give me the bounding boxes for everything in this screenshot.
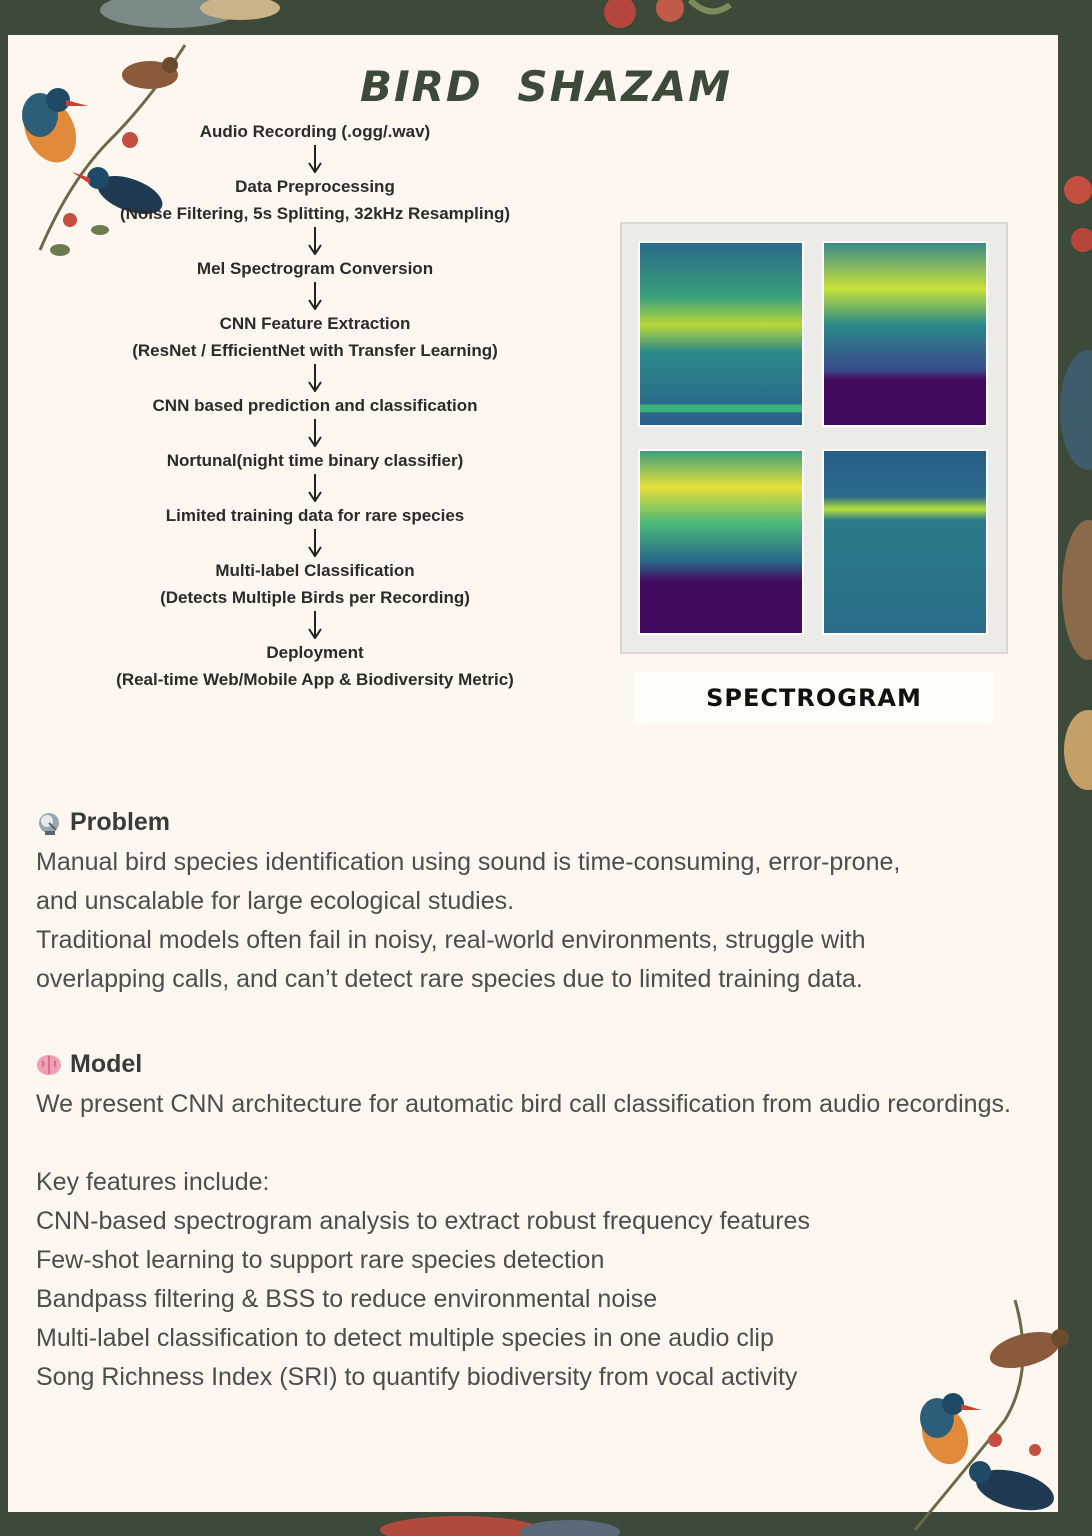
section-heading	[36, 1050, 1028, 1079]
model-section	[36, 1050, 1028, 1397]
bird-illustration-bottom	[370, 1510, 630, 1536]
flow-step-title: Audio Recording (.ogg/.wav)	[199, 122, 431, 141]
feature-item: CNN-based spectrogram analysis to extract robust frequency features	[36, 1207, 810, 1235]
problem-line-4: overlapping calls, and can’t detect rare species due to limited training data.	[36, 965, 863, 993]
satellite-dish-icon	[36, 810, 62, 836]
flow-step-detail: (Real-time Web/Mobile App & Biodiversity Metric)	[116, 670, 514, 689]
model-intro: We present CNN architecture for automatic bird call classification from audio recordings.	[36, 1090, 1011, 1118]
flow-step-title: Multi-label Classification	[215, 561, 415, 580]
flow-step-5	[80, 392, 550, 419]
feature-item: Bandpass filtering & BSS to reduce environmental noise	[36, 1285, 658, 1313]
down-arrow-icon	[80, 529, 550, 557]
down-arrow-icon	[80, 419, 550, 447]
flow-step-9	[80, 639, 550, 693]
spectrogram-image-grid	[620, 222, 1008, 654]
flow-step-2	[80, 173, 550, 227]
problem-line-1: Manual bird species identification using sound is time-consuming, error-prone,	[36, 848, 901, 876]
flow-step-title: Deployment	[266, 643, 364, 662]
features-label: Key features include:	[36, 1168, 270, 1196]
spectrogram-image	[822, 449, 988, 635]
bird-illustration-right	[1058, 330, 1092, 790]
down-arrow-icon	[80, 611, 550, 639]
model-heading: Model	[70, 1050, 143, 1078]
flow-step-6	[80, 447, 550, 474]
down-arrow-icon	[80, 145, 550, 173]
problem-heading: Problem	[70, 808, 171, 836]
spectrogram-image	[638, 449, 804, 635]
flow-step-1	[80, 118, 550, 145]
feature-item: Song Richness Index (SRI) to quantify biodiversity from vocal activity	[36, 1363, 798, 1391]
flow-step-title: CNN Feature Extraction	[219, 314, 411, 333]
flow-step-title: CNN based prediction and classification	[152, 396, 478, 415]
down-arrow-icon	[80, 474, 550, 502]
feature-item: Few-shot learning to support rare species detection	[36, 1246, 605, 1274]
flower-illustration-top	[580, 0, 740, 40]
flow-step-title: Mel Spectrogram Conversion	[196, 259, 434, 278]
flow-step-4	[80, 310, 550, 364]
spacer	[36, 1124, 1028, 1163]
flow-step-3	[80, 255, 550, 282]
flow-step-title: Limited training data for rare species	[165, 506, 465, 525]
down-arrow-icon	[80, 364, 550, 392]
flow-step-title: Data Preprocessing	[235, 177, 395, 196]
feature-item: Multi-label classification to detect multiple species in one audio clip	[36, 1324, 774, 1352]
flow-step-detail: (Noise Filtering, 5s Splitting, 32kHz Resampling)	[119, 204, 511, 223]
problem-line-2: and unscalable for large ecological studies.	[36, 887, 515, 915]
brain-icon	[36, 1052, 62, 1078]
flow-step-8	[80, 557, 550, 611]
flow-step-detail: (ResNet / EfficientNet with Transfer Learning)	[132, 341, 498, 360]
down-arrow-icon	[80, 227, 550, 255]
down-arrow-icon	[80, 282, 550, 310]
pipeline-flowchart	[80, 118, 550, 693]
flow-step-detail: (Detects Multiple Birds per Recording)	[160, 588, 470, 607]
section-heading	[36, 808, 1028, 837]
spectrogram-image	[638, 241, 804, 427]
spectrogram-image	[822, 241, 988, 427]
page-title: BIRD SHAZAM	[359, 62, 733, 111]
flow-step-7	[80, 502, 550, 529]
problem-line-3: Traditional models often fail in noisy, real-world environments, struggle with	[36, 926, 866, 954]
problem-section	[36, 808, 1028, 999]
flower-illustration-right	[1058, 150, 1092, 300]
spectrogram-caption: SPECTROGRAM	[634, 672, 994, 724]
flow-step-title: Nortunal(night time binary classifier)	[166, 451, 464, 470]
